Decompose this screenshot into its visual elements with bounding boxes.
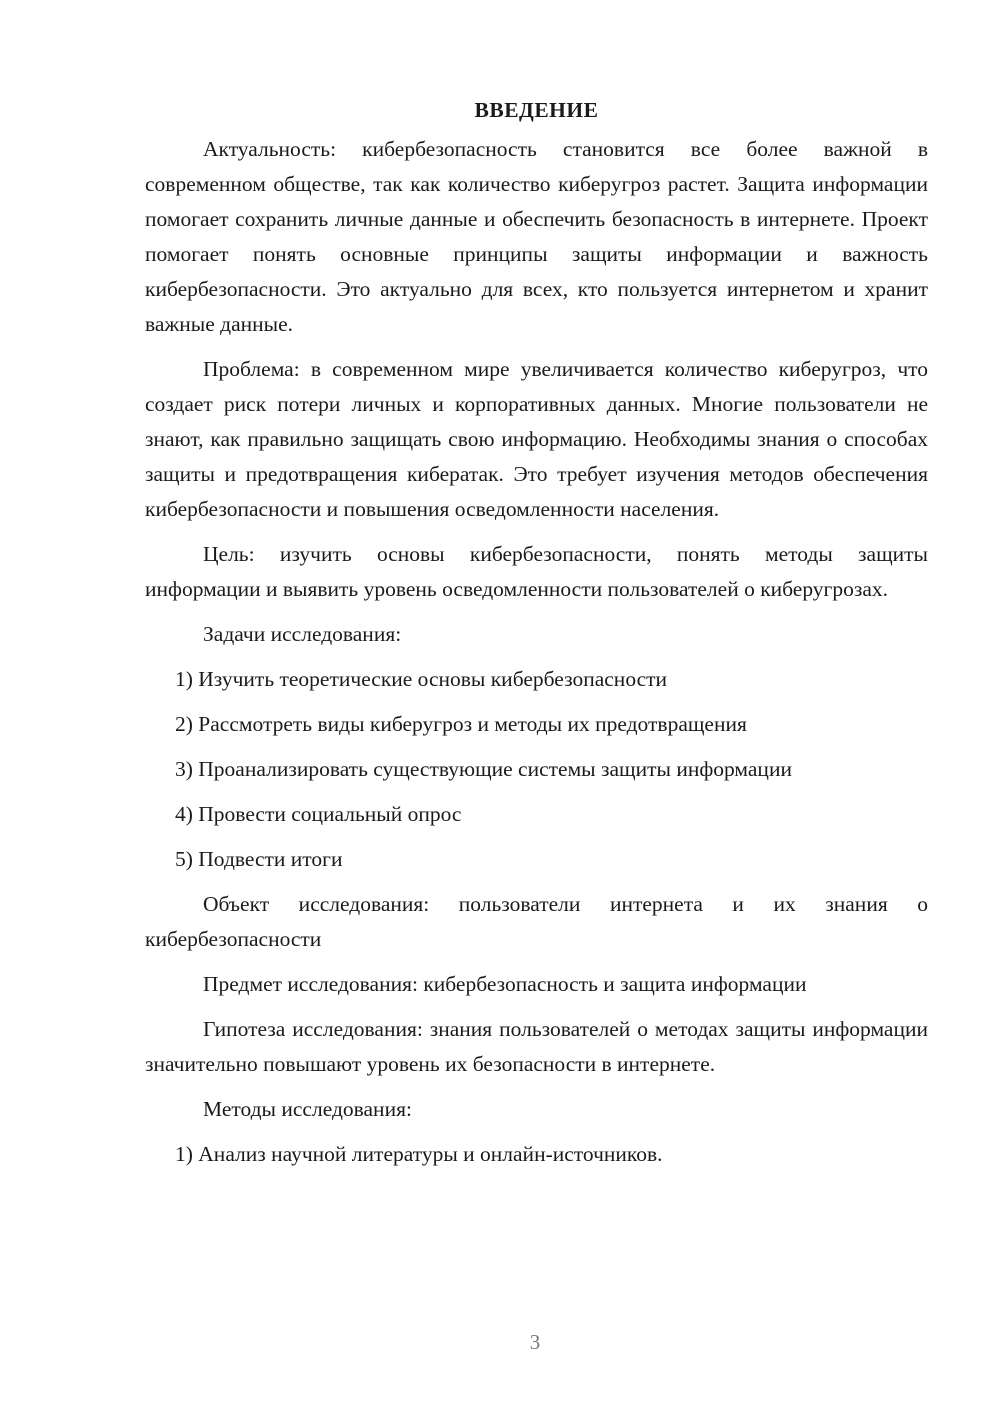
problem-paragraph: Проблема: в современном мире увеличивается количество киберугроз, что создает риск потери личных и корпоративных данных. Многие пользователи не знают, как правильно защищать свою информацию. Необходимы знания о способах защиты и предотвращения кибератак. Это требует изучения методов обеспечения кибербезопасности и повышения осведомленности населения. (145, 357, 928, 521)
list-item: 3) Проанализировать существующие системы защиты информации (175, 757, 792, 781)
document-page (145, 93, 928, 1182)
page-number: 3 (529, 1330, 541, 1354)
methods-list (145, 1137, 928, 1172)
list-item: 1) Анализ научной литературы и онлайн-источников. (175, 1142, 663, 1166)
relevance-paragraph: Актуальность: кибербезопасность становится все более важной в современном обществе, так как количество киберугроз растет. Защита информации помогает сохранить личные данные и обеспечить безопасность в интернете. Проект помогает понять основные принципы защиты информации и важность кибербезопасности. Это актуально для всех, кто пользуется интернетом и хранит важные данные. (145, 137, 928, 336)
list-item: 2) Рассмотреть виды киберугроз и методы их предотвращения (175, 712, 747, 736)
list-item: 5) Подвести итоги (175, 847, 343, 871)
tasks-heading: Задачи исследования: (203, 622, 402, 646)
goal-paragraph: Цель: изучить основы кибербезопасности, понять методы защиты информации и выявить уровень осведомленности пользователей о киберугрозах. (145, 542, 928, 601)
methods-heading: Методы исследования: (203, 1097, 412, 1121)
page-title: ВВЕДЕНИЕ (474, 98, 599, 122)
list-item: 1) Изучить теоретические основы кибербезопасности (175, 667, 668, 691)
object-paragraph: Объект исследования: пользователи интернета и их знания о кибербезопасности (145, 892, 928, 951)
list-item: 4) Провести социальный опрос (175, 802, 462, 826)
tasks-list (145, 662, 928, 877)
subject-paragraph: Предмет исследования: кибербезопасность и защита информации (203, 972, 807, 996)
hypothesis-paragraph: Гипотеза исследования: знания пользователей о методах защиты информации значительно повышают уровень их безопасности в интернете. (145, 1017, 928, 1076)
